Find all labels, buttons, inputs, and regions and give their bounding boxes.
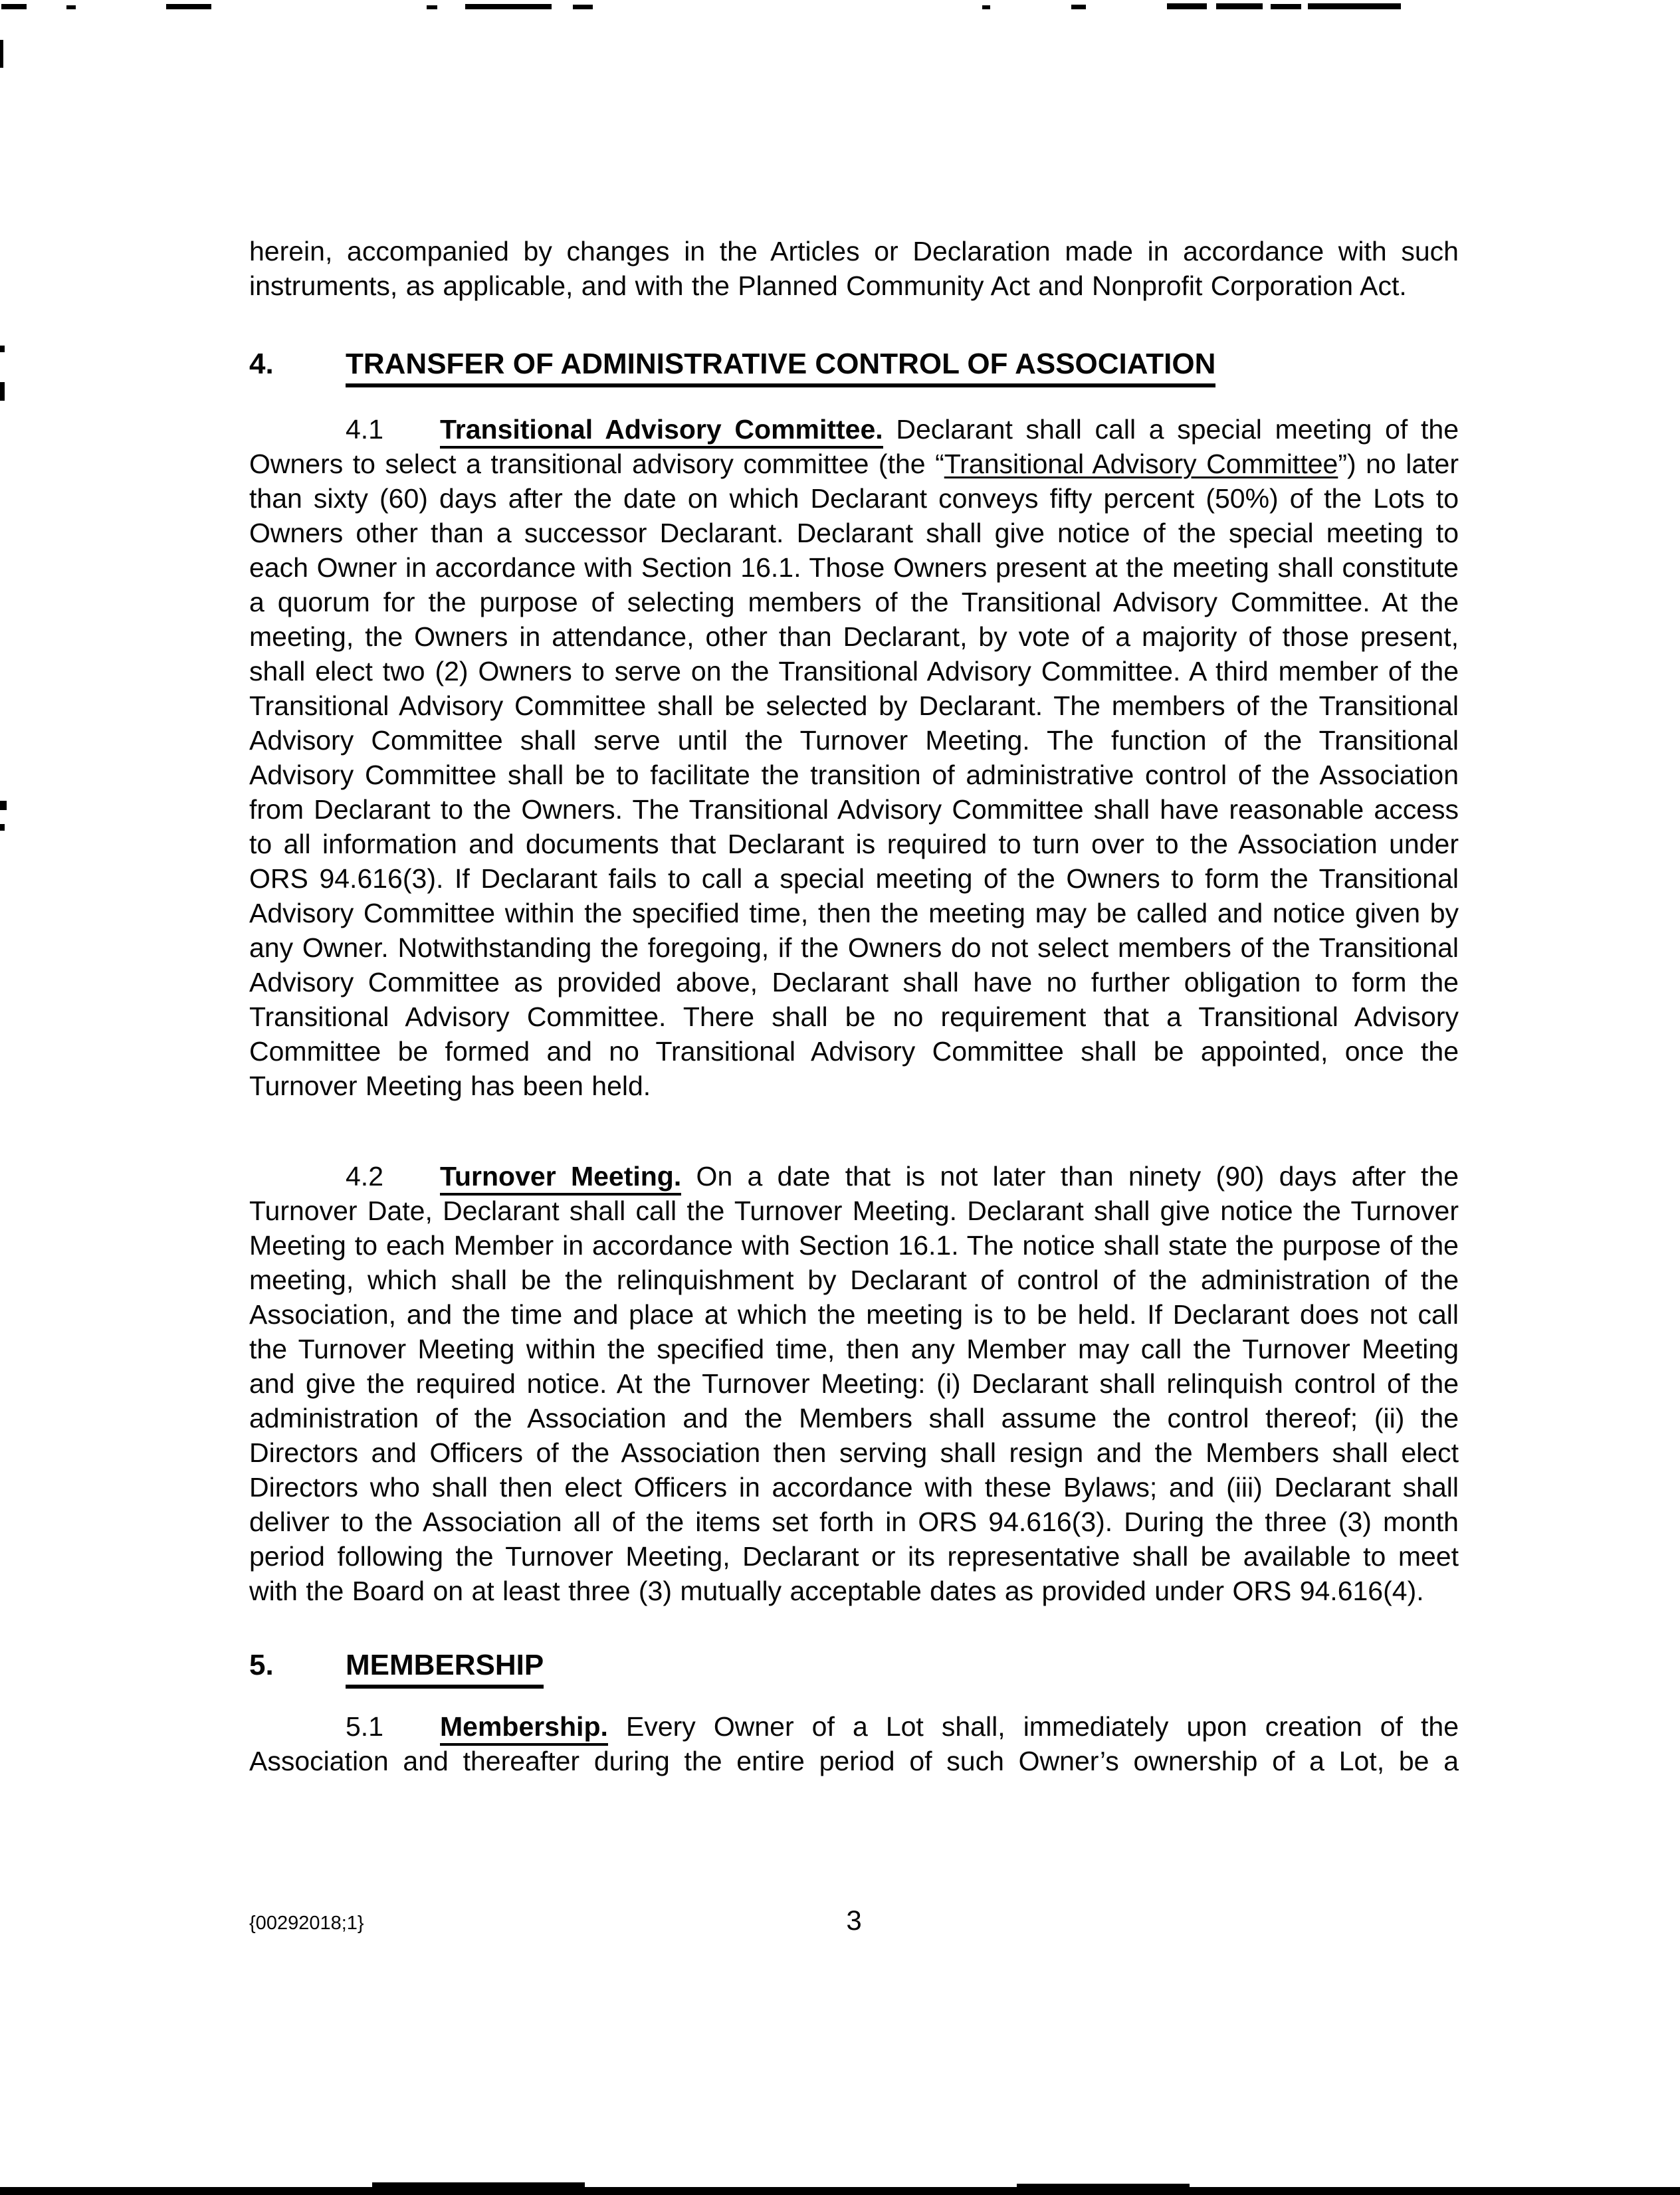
- scan-artifact: [0, 346, 5, 352]
- document-id: {00292018;1}: [249, 1913, 364, 1934]
- scan-artifact: [372, 2182, 585, 2188]
- scan-artifact-bottom-bar: [0, 2187, 1680, 2195]
- paragraph-text-segment: Every Owner of a Lot shall, immediately upon creation of the Association and thereafter during the entire period of such Owner’s ownership of a Lot, be a: [249, 1711, 1459, 1776]
- scan-artifact: [1, 4, 27, 9]
- section-4-title: TRANSFER OF ADMINISTRATIVE CONTROL OF ASSOCIATION: [346, 348, 1215, 387]
- paragraph-4-1-number: 4.1: [346, 414, 383, 445]
- scan-artifact: [0, 382, 5, 401]
- section-5-title: MEMBERSHIP: [346, 1649, 544, 1689]
- intro-paragraph: herein, accompanied by changes in the Articles or Declaration made in accordance with such instruments, as applicable, and with the Planned Community Act and Nonprofit Corporation Act.: [249, 236, 1459, 301]
- runin-heading: Transitional Advisory Committee.: [440, 414, 883, 449]
- paragraph-text-segment: Declarant shall call a special meeting of the Owners to select a transitional advisory committee (the “: [249, 414, 1459, 479]
- scan-artifact: [66, 5, 76, 9]
- section-4-heading: [249, 346, 1459, 383]
- paragraph-4-2-text: [249, 1161, 1459, 1606]
- section-5-number: 5.: [249, 1649, 274, 1681]
- section-5-heading: [249, 1647, 1459, 1684]
- text-block: [249, 0, 1459, 1778]
- scan-artifact: [0, 824, 5, 831]
- scan-artifact: [166, 4, 211, 9]
- runin-heading: Membership.: [440, 1711, 608, 1746]
- scan-artifact: [0, 40, 3, 68]
- paragraph-4-2-number: 4.2: [346, 1161, 383, 1192]
- scan-artifact: [0, 801, 7, 810]
- runin-heading: Turnover Meeting.: [440, 1161, 681, 1196]
- paragraph-text-segment: ”) no later than sixty (60) days after the date on which Declarant conveys fifty percent (50%) of the Lots to Owners other than a successor Declarant. Declarant shall give notice of the special meeting to each Owner in accordance with Section 16.1. Those Owners present at the meeting shall constitute a quorum for the purpose of selecting members of the Transitional Advisory Committee. At the meeting, the Owners in attendance, other than Declarant, by vote of a majority of those present, shall elect two (2) Owners to serve on the Transitional Advisory Committee. A third member of the Transitional Advisory Committee shall be selected by Declarant. The members of the Transitional Advisory Committee shall serve until the Turnover Meeting. The function of the Transitional Advisory Committee shall be to facilitate the transition of administrative control of the Association from Declarant to the Owners. The Transitional Advisory Committee shall have reasonable access to all information and documents that Declarant is required to turn over to the Association under ORS 94.616(3). If Declarant fails to call a special meeting of the Owners to form the Transitional Advisory Committee within the specified time, then the meeting may be called and notice given by any Owner. Notwithstanding the foregoing, if the Owners do not select members of the Transitional Advisory Committee as provided above, Declarant shall have no further obligation to form the Transitional Advisory Committee. There shall be no requirement that a Transitional Advisory Committee be formed and no Transitional Advisory Committee shall be appointed, once the Turnover Meeting has been held.: [249, 449, 1459, 1101]
- page-footer: [249, 1905, 1459, 1936]
- paragraph-4-1-text: [249, 414, 1459, 1101]
- paragraph-4-2: [249, 1159, 1459, 1608]
- paragraph-text-segment: Transitional Advisory Committee: [944, 449, 1338, 479]
- paragraph-5-1: [249, 1709, 1459, 1778]
- scan-artifact: [1017, 2184, 1190, 2188]
- paragraph-5-1-number: 5.1: [346, 1711, 383, 1742]
- page-number: 3: [846, 1905, 862, 1936]
- paragraph-4-1: [249, 412, 1459, 1103]
- section-4-number: 4.: [249, 348, 274, 380]
- paragraph-text-segment: On a date that is not later than ninety (90) days after the Turnover Date, Declarant shall call the Turnover Meeting. Declarant shall give notice the Turnover Meeting to each Member in accordance with Section 16.1. The notice shall state the purpose of the meeting, which shall be the relinquishment by Declarant of control of the administration of the Association, and the time and place at which the meeting is to be held. If Declarant does not call the Turnover Meeting within the specified time, then any Member may call the Turnover Meeting and give the required notice. At the Turnover Meeting: (i) Declarant shall relinquish control of the administration of the Association and the Members shall assume the control thereof; (ii) the Directors and Officers of the Association then serving shall resign and the Members shall elect Directors who shall then elect Officers in accordance with these Bylaws; and (iii) Declarant shall deliver to the Association all of the items set forth in ORS 94.616(3). During the three (3) month period following the Turnover Meeting, Declarant or its representative shall be available to meet with the Board on at least three (3) mutually acceptable dates as provided under ORS 94.616(4).: [249, 1161, 1459, 1606]
